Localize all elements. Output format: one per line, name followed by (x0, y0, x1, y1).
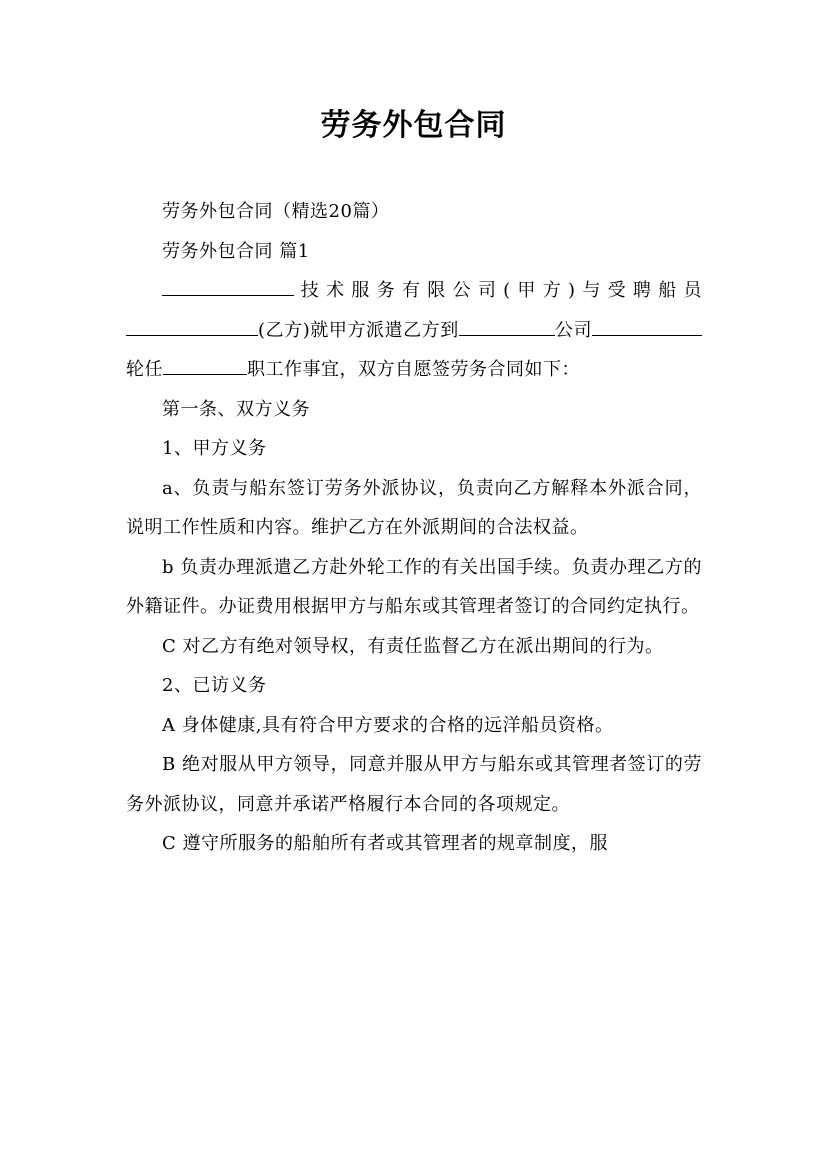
party-b-item-b: B 绝对服从甲方领导，同意并服从甲方与船东或其管理者签订的劳务外派协议，同意并承诺严格履行本合同的各项规定。 (126, 754, 702, 815)
document-body (126, 192, 702, 864)
document-title: 劳务外包合同 (320, 108, 507, 143)
party-a-item-b: b 负责办理派遣乙方赴外轮工作的有关出国手续。负责办理乙方的外籍证件。办证费用根据甲方与船东或其管理者签订的合同约定执行。 (126, 556, 702, 617)
article-1-heading: 第一条、双方义务 (162, 398, 310, 420)
party-b-item-a: A 身体健康,具有符合甲方要求的合格的远洋船员资格。 (162, 714, 614, 736)
blank-destination-company (459, 313, 555, 336)
document-subtitle: 劳务外包合同（精选20篇） (162, 201, 390, 222)
intro-text-5: 职工作事宜，双方自愿签劳务合同如下： (247, 359, 580, 380)
intro-paragraph (126, 271, 702, 390)
party-a-item-c: C 对乙方有绝对领导权，有责任监督乙方在派出期间的行为。 (162, 635, 664, 657)
intro-text-3: 公司 (554, 319, 593, 341)
blank-company-name (162, 273, 294, 296)
intro-text-2: (乙方)就甲方派遣乙方到 (258, 319, 459, 341)
blank-crew-name (126, 313, 258, 336)
party-b-item-c: C 遵守所服务的船舶所有者或其管理者的规章制度，服 (162, 833, 608, 854)
section-heading: 劳务外包合同 篇1 (162, 240, 310, 262)
party-a-heading: 1、甲方义务 (162, 438, 267, 459)
blank-ship-name (592, 313, 702, 336)
intro-text-4: 轮任 (126, 359, 163, 380)
party-b-heading: 2、已访义务 (162, 675, 267, 696)
blank-position (163, 352, 247, 375)
intro-text-1: 技术服务有限公司(甲方)与受聘船员 (294, 280, 702, 301)
party-a-item-a: a、负责与船东签订劳务外派协议，负责向乙方解释本外派合同，说明工作性质和内容。维护乙方在外派期间的合法权益。 (126, 477, 702, 538)
